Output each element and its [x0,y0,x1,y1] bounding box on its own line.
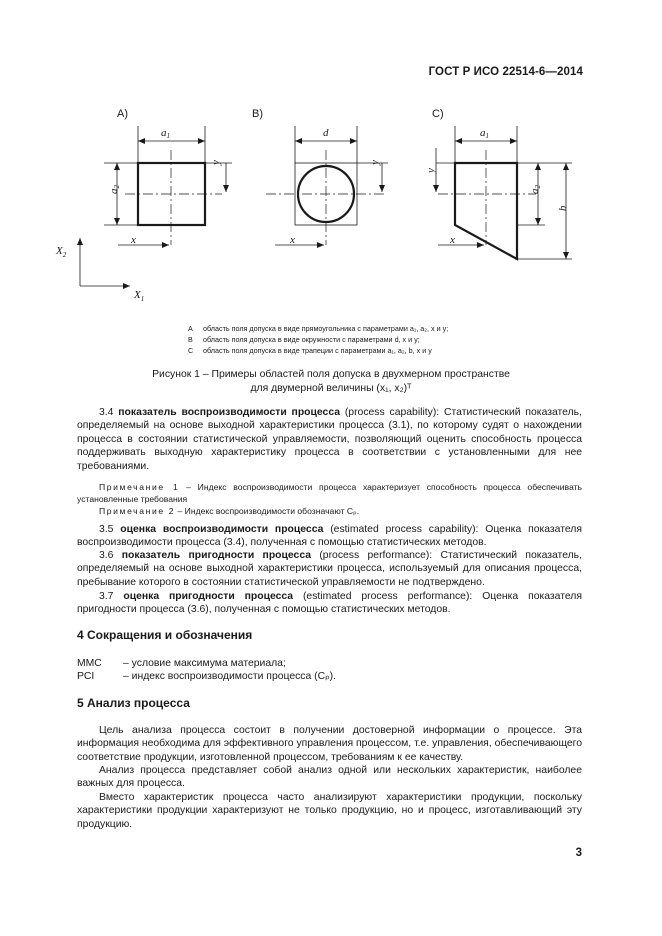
label-y: y [425,168,437,173]
section-5-paragraph: Цель анализа процесса состоит в получении достоверной информации о процессе. Эта информация необходима для эффективного управления процессом, т.е. управления, обеспечивающего соответствие продукции, изготовленной процессом, требованиям к ее качеству. [77,725,582,763]
panel-b-label: B) [252,108,263,120]
axis-x1-label: $X_1$ [134,289,145,303]
section-5-paragraph: Вместо характеристик процесса часто анализируют характеристики продукции, поскольку характеристики продукции характеризуют не только продукцию, но и процесс, изготавливающий эту продукцию. [77,792,582,830]
definition-3-5: 3.5 оценка воспроизводимости процесса (estimated process capability): Оценка показателя воспроизводимости процесса (3.4), полученная с помощью статистических методов. [77,524,582,549]
label-d: d [323,127,329,139]
label-x: x [290,234,295,246]
document-header: ГОСТ Р ИСО 22514-6—2014 [428,66,583,78]
legend-item: B область поля допуска в виде окружности с параметрами d, x и y; [188,335,420,344]
section-5-title: 5 Анализ процесса [77,696,190,710]
note-1: Примечание 1 – Индекс воспроизводимости процесса характеризует способность процесса обеспечивать установленные требования [77,482,582,504]
label-a1: a1 [161,127,170,140]
label-a2: a2 [108,185,121,194]
definition-3-4: 3.4 показатель воспроизводимости процесса (process capability): Статистический показатель, определяемый на основе выходной характеристики процесса (3.1), по которому судят о нахождении процесса в состоянии статистической управляемости, позволяющий оценить способность процесса поддерживать выходную характеристику процесса в соответствии с установленными для нее требованиями. [77,407,582,472]
definition-3-6: 3.6 показатель пригодности процесса (process performance): Статистический показатель, определяемый на основе выходной характеристики процесса, используемый для описания процесса, пребывание которого в состоянии статистической управляемости не подтверждено. [77,550,582,588]
label-y: y [369,160,381,165]
label-b: b [557,205,569,211]
page-number: 3 [575,847,582,859]
tolerance-zone-figure [0,0,662,330]
axis-x2-label: $X_2$ [56,245,67,259]
definition-3-7: 3.7 оценка пригодности процесса (estimated process performance): Оценка показателя пригодности процесса (3.6), полученная с помощью статистических методов. [77,591,582,616]
figure-legend [188,323,448,356]
label-y: y [210,160,222,165]
panel-c-label: C) [432,108,444,120]
label-a2: a2 [529,185,542,194]
section-4-title: 4 Сокращения и обозначения [77,628,253,642]
note-2: Примечание 2 – Индекс воспроизводимости обозначают Cₚ. [99,506,360,516]
abbreviation-item: PCI – индекс воспроизводимости процесса (Cₚ). [77,671,336,683]
label-x: x [131,234,136,246]
abbreviation-item: MMC – условие максимума материала; [77,658,286,669]
label-x: x [450,234,455,246]
panel-a-label: A) [117,108,128,120]
abbreviation-list [77,657,336,684]
section-5-paragraph: Анализ процесса представляет собой анализ одной или нескольких характеристик, наиболее важных для процесса. [77,765,582,790]
legend-item: A область поля допуска в виде прямоугольника с параметрами a₁, a₂, x и y; [188,324,449,333]
label-a1: a1 [480,127,489,140]
legend-item: C область поля допуска в виде трапеции с параметрами a₁, a₂, b, x и y [188,346,432,355]
figure-caption: Рисунок 1 – Примеры областей поля допуска в двухмерном пространстве для двумерной величины (x₁, x₂)ᵀ [152,369,510,394]
